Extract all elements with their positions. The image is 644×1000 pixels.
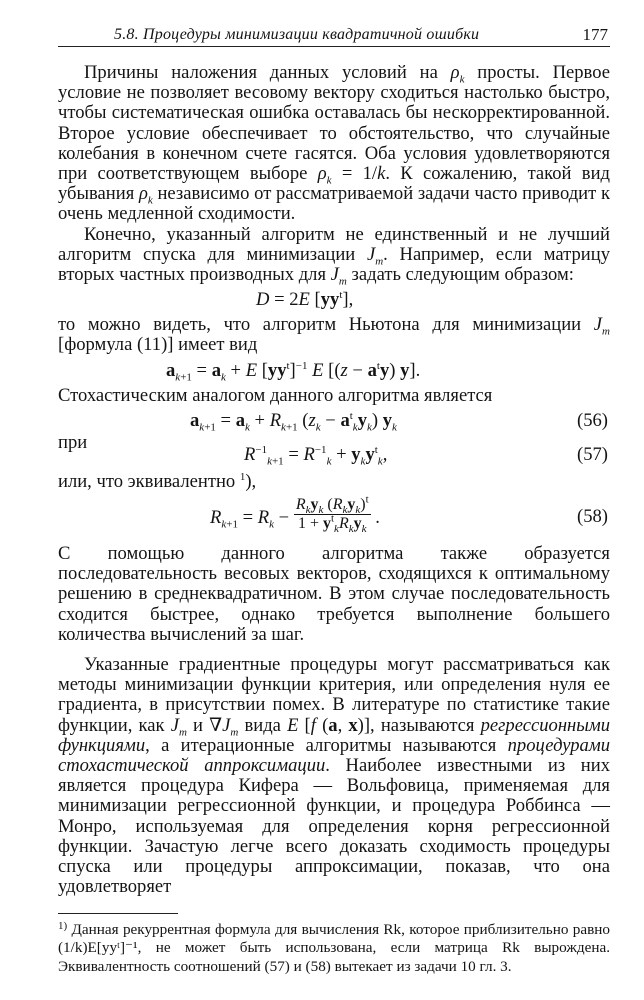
footnote	[58, 917, 610, 976]
main-text	[58, 63, 610, 898]
footnote-mark: 1)	[58, 920, 68, 932]
equation-56: $a_{k+1} = a_k + R_{k+1}$ $(z_k - a^t_ky_k)$ $y_k$ (56)	[190, 409, 608, 434]
running-header	[58, 24, 610, 47]
equation-number-58: (58)	[577, 506, 608, 528]
footnote-rule	[58, 913, 178, 914]
equation-57: при $R^{-1}_{k+1} = R^{-1}_k + y_ky^t_k$, (57)	[58, 431, 608, 468]
page-number: 177	[582, 25, 608, 44]
running-title: 5.8. Процедуры минимизации квадратичной ошибки	[114, 26, 480, 43]
paragraph-8: Указанные градиентные процедуры могут рассматриваться как методы минимизации функции критерия, или определения нуля ее градиента, в присутствии помех. В литературе по статистике такие функции, как $J_m$ и $\nabla J_m$ вида E [f (a, x)], называются регрессионными функциями, а итерационные алгоритмы называются процедурами стохастической аппроксимации. Наиболее известными из них является процедура Кифера — Вольфовица, применяемая для минимизации регрессионной функции, и процедура Роббинса — Монро, используемая для определения корня регрессионной функции. Зачастую легче всего доказать сходимость процедуры спуска или процедуры аппроксимации, показав, что она удовлетворяет	[58, 654, 611, 898]
equation-number-56: (56)	[577, 409, 608, 431]
paragraph-3: то можно видеть, что алгоритм Ньютона для минимизации $J_m$ [формула (11)] имеет вид	[58, 314, 610, 356]
equation-D: D = 2E $[yy^t]$,	[256, 289, 354, 311]
paragraph-1: Причины наложения данных условий на $\rho_k$ просты. Первое условие не позволяет весовому вектору сходиться настолько быстро, чтобы систематическая ошибка оставалась бы нескорректированной. Второе условие обеспечивает то обстоятельство, что случайные колебания в конечном счете гасятся. Оба условия удовлетворяются при соответствующем выборе $\rho_k = 1/k$. К сожалению, такой вид убывания $\rho_k$ независимо от рассматриваемой задачи часто приводит к очень медленной сходимости.	[58, 62, 610, 225]
paragraph-7: С помощью данного алгоритма также образуется последовательность весовых векторов, сходящихся к оптимальному решению в среднеквадратичном. В этом случае последовательность сходится быстрее, однако требуется выполнение большего количества вычислений за шаг.	[58, 543, 610, 645]
paragraph-4: Стохастическим аналогом данного алгоритма является	[58, 384, 493, 406]
footnote-text: Данная рекуррентная формула для вычисления Rk, которое приблизительно равно (1/k)E[yyᵗ]⁻¹, не может быть использована, если матрица Rk вырождена. Эквивалентность соотношений (57) и (58) вытекает из задачи 10 гл. 3.	[58, 921, 611, 975]
equation-57-lead: при	[58, 431, 88, 453]
paragraph-6: или, что эквивалентно $^1$),	[58, 470, 257, 492]
equation-58: $R_{k+1} = R_k$ − $\frac{R_ky_k (R_ky_k)^t}{1 + y^t_kR_ky_k}$ . (58)	[210, 493, 608, 536]
paragraph-2: Конечно, указанный алгоритм не единственный и не лучший алгоритм спуска для минимизации $J_m$. Например, если матрицу вторых частных производных для $J_m$ задать следующим образом:	[58, 223, 610, 288]
equation-newton: $a_{k+1} = a_k + E$ $[yy^t]^{-1}$ E [$(z - a^ty)$ y].	[166, 359, 421, 384]
equation-number-57: (57)	[577, 443, 608, 465]
